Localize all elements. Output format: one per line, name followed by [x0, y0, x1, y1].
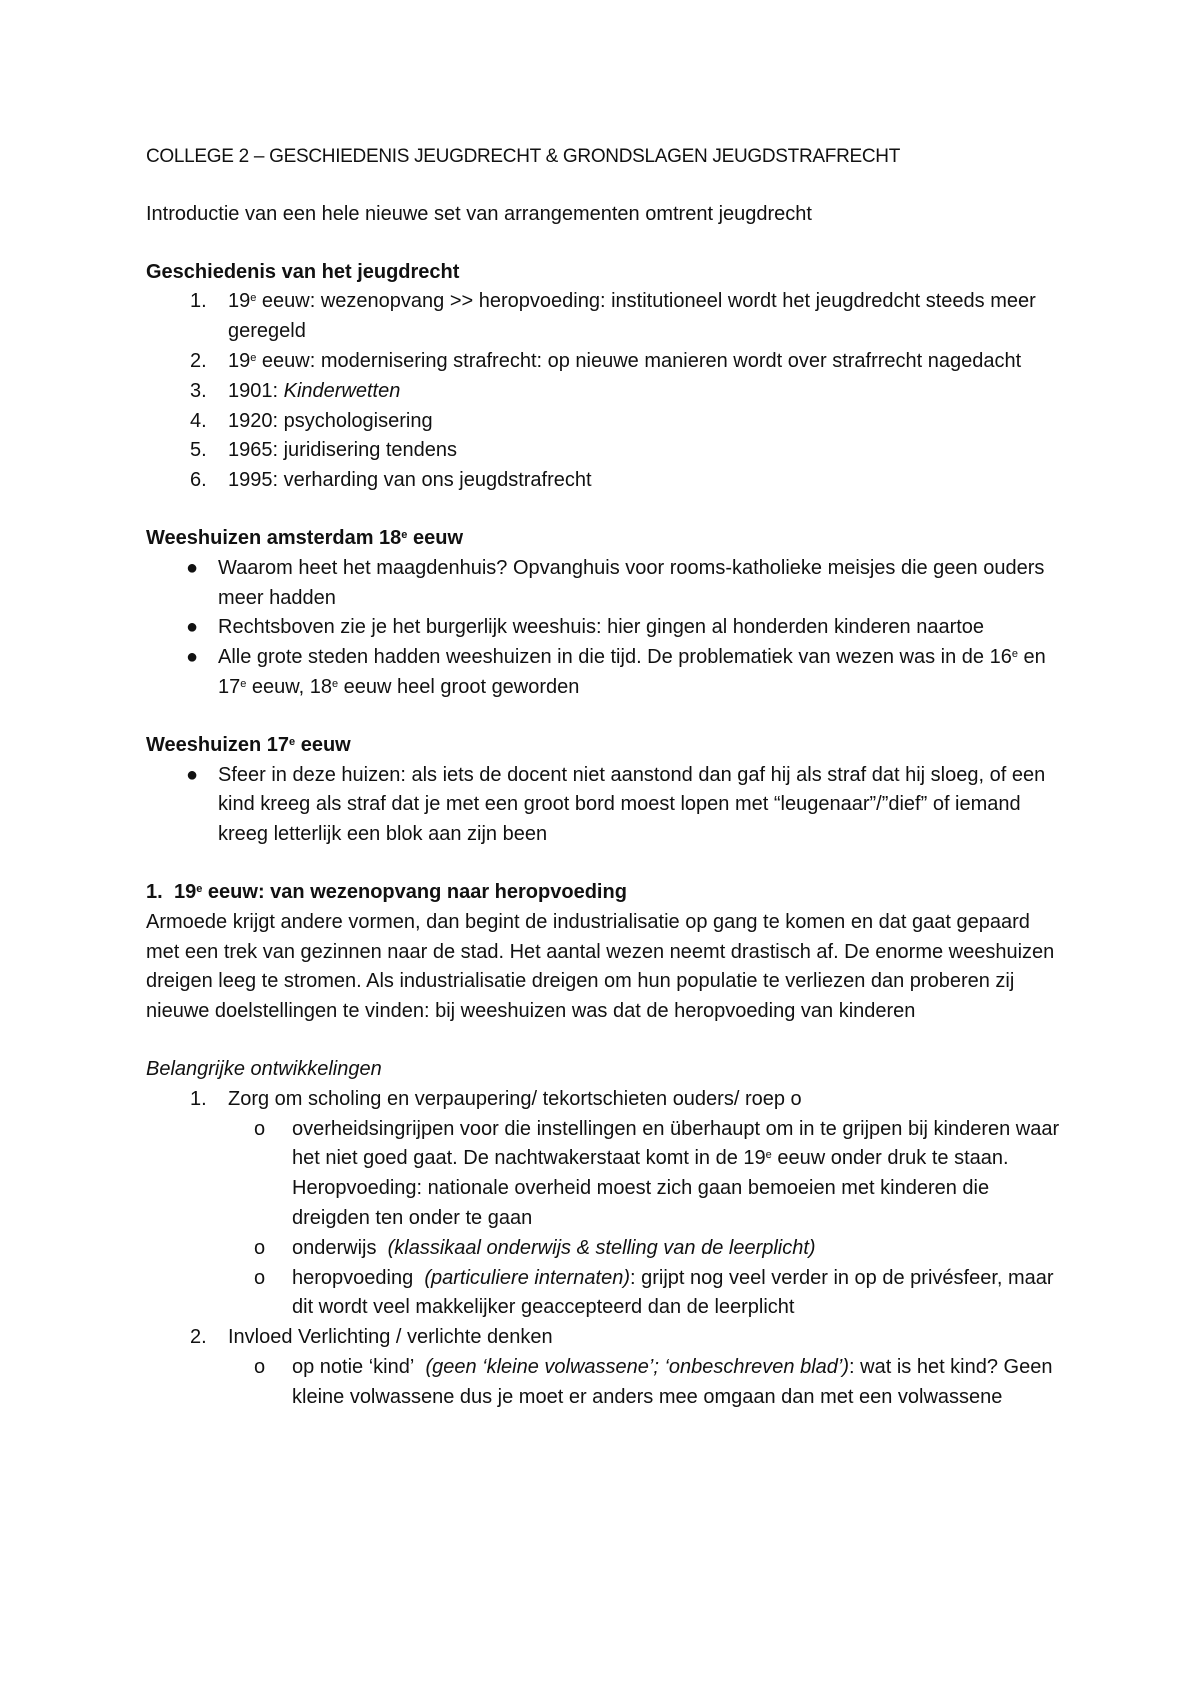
circle-bullet-icon: o: [254, 1117, 266, 1140]
sub-list-item: o overheidsingrijpen voor die instellingen en überhaupt om in te grijpen bij kinderen waar het niet goed gaat. De nachtwakerstaat komt in de 19e eeuw onder druk te staan. Heropvoeding: nationale overheid moest zich gaan bemoeien met kinderen die dreigden ten onder te gaan: [146, 1115, 1066, 1234]
list-ontwikkelingen: [146, 1085, 1066, 1413]
list-item: ● Rechtsboven zie je het burgerlijk weeshuis: hier gingen al honderden kinderen naartoe: [146, 613, 1066, 643]
list-geschiedenis: [146, 287, 1066, 496]
heading-weeshuizen-18: Weeshuizen amsterdam 18e eeuw: [146, 526, 463, 549]
section-weeshuizen-17: [146, 731, 1066, 850]
bullet-icon: ●: [186, 646, 199, 669]
heading-ontwikkelingen: Belangrijke ontwikkelingen: [146, 1057, 382, 1080]
list-item: 4. 1920: psychologisering: [190, 409, 433, 432]
list-item: ● Alle grote steden hadden weeshuizen in die tijd. De problematiek van wezen was in de 16e en 17e eeuw, 18e eeuw heel groot geworden: [146, 643, 1066, 703]
list-item: 5. 1965: juridisering tendens: [190, 439, 458, 462]
section-weeshuizen-18: [146, 524, 1066, 703]
list-item: ● Sfeer in deze huizen: als iets de docent niet aanstond dan gaf hij als straf dat hij sloeg, of een kind kreeg als straf dat je met een groot bord moest lopen met “leugenaar”/”dief” of iemand kreeg letterlijk een blok aan zijn been: [146, 761, 1066, 850]
list-item: 2. Invloed Verlichting / verlichte denken: [190, 1326, 553, 1349]
list-item: ● Waarom heet het maagdenhuis? Opvanghuis voor rooms-katholieke meisjes die geen ouders meer hadden: [146, 554, 1066, 614]
document-page: [146, 142, 1066, 1412]
list-item: 1. Zorg om scholing en verpaupering/ tekortschieten ouders/ roep o: [190, 1087, 802, 1110]
section-geschiedenis: [146, 258, 1066, 496]
sub-list-item: o op notie ‘kind’ (geen ‘kleine volwassene’; ‘onbeschreven blad’): wat is het kind? Geen kleine volwassene dus je moet er anders mee omgaan dan met een volwassene: [146, 1353, 1066, 1413]
list-item: 6. 1995: verharding van ons jeugdstrafrecht: [190, 469, 592, 492]
list-item: 2. 19e eeuw: modernisering strafrecht: op nieuwe manieren wordt over strafrrecht nagedacht: [190, 349, 1022, 372]
list-weeshuizen-18: [146, 554, 1066, 703]
sub-list-item: o heropvoeding (particuliere internaten): grijpt nog veel verder in op de privésfeer, maar dit wordt veel makkelijker geaccepteerd dan de leerplicht: [146, 1264, 1066, 1324]
list-item: 1. 19e eeuw: wezenopvang >> heropvoeding: institutioneel wordt het jeugdredcht steeds meer geregeld: [190, 290, 1036, 343]
bullet-icon: ●: [186, 763, 199, 786]
bullet-icon: ●: [186, 616, 199, 639]
heading-section-1: 1. 19e eeuw: van wezenopvang naar heropvoeding: [146, 880, 627, 903]
section-1-paragraph: Armoede krijgt andere vormen, dan begint de industrialisatie op gang te komen en dat gaat gepaard met een trek van gezinnen naar de stad. Het aantal wezen neemt drastisch af. De enorme weeshuizen dreigen leeg te stromen. Als industrialisatie dreigen om hun populatie te verliezen dan proberen zij nieuwe doelstellingen te vinden: bij weeshuizen was dat de heropvoeding van kinderen: [146, 910, 1055, 1023]
document-title: COLLEGE 2 – GESCHIEDENIS JEUGDRECHT & GRONDSLAGEN JEUGDSTRAFRECHT: [146, 146, 901, 167]
bullet-icon: ●: [186, 556, 199, 579]
heading-weeshuizen-17: Weeshuizen 17e eeuw: [146, 733, 351, 756]
list-item: 3. 1901: Kinderwetten: [190, 379, 401, 402]
circle-bullet-icon: o: [254, 1266, 266, 1289]
circle-bullet-icon: o: [254, 1236, 266, 1259]
sub-list-item: o onderwijs (klassikaal onderwijs & stelling van de leerplicht): [146, 1234, 1066, 1264]
intro-text: Introductie van een hele nieuwe set van arrangementen omtrent jeugdrecht: [146, 202, 812, 225]
list-weeshuizen-17: [146, 761, 1066, 850]
circle-bullet-icon: o: [254, 1355, 266, 1378]
heading-geschiedenis: Geschiedenis van het jeugdrecht: [146, 260, 460, 283]
